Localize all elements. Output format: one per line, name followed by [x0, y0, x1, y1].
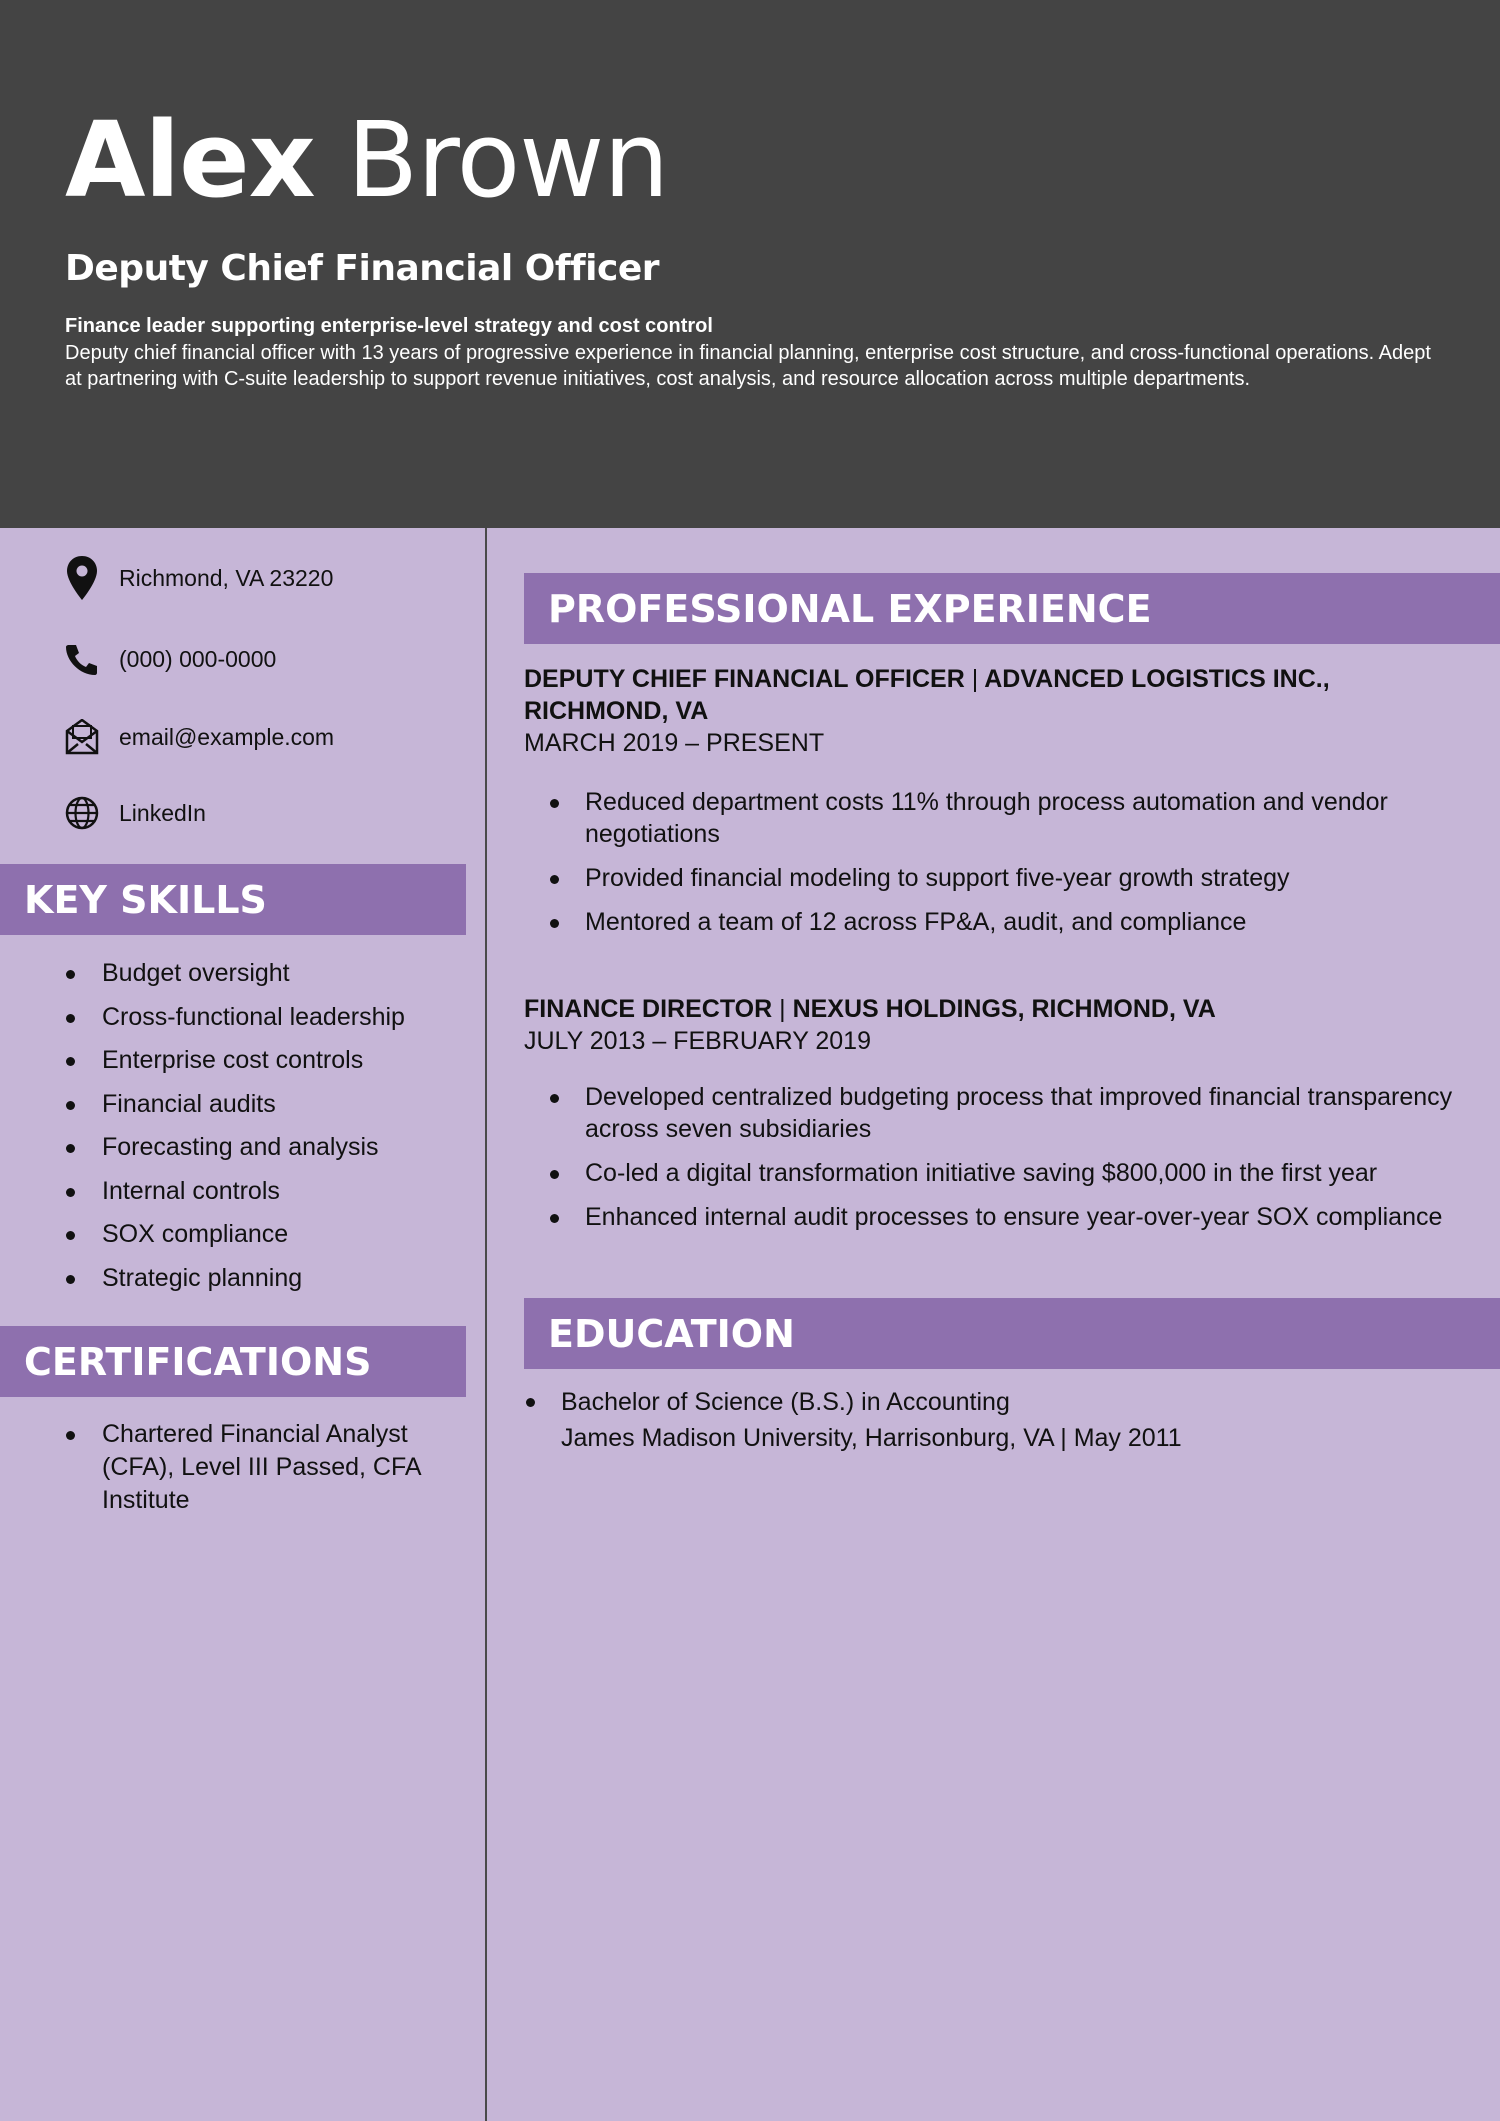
- summary: [65, 313, 1435, 393]
- job-bullet: Developed centralized budgeting process that improved financial transparency across seven subsidiaries: [524, 1081, 1464, 1145]
- skill-item: Cross-functional leadership: [66, 1001, 405, 1034]
- job-bullet: Enhanced internal audit processes to ensure year-over-year SOX compliance: [524, 1201, 1464, 1233]
- experience-heading: PROFESSIONAL EXPERIENCE: [524, 573, 1500, 644]
- skill-item: Strategic planning: [66, 1262, 405, 1295]
- summary-tagline: Finance leader supporting enterprise-level strategy and cost control: [65, 315, 713, 337]
- skill-item: Enterprise cost controls: [66, 1044, 405, 1077]
- job-bullets: [524, 786, 1464, 938]
- job-title: FINANCE DIRECTOR: [524, 995, 773, 1023]
- certifications-list: [66, 1418, 456, 1528]
- job-company: NEXUS HOLDINGS, RICHMOND, VA: [792, 995, 1216, 1023]
- title-separator: |: [971, 665, 979, 693]
- certifications-heading: CERTIFICATIONS: [0, 1326, 466, 1397]
- contact-linkedin: [65, 790, 206, 836]
- phone-text: (000) 000-0000: [119, 645, 277, 672]
- skills-list: [66, 957, 405, 1305]
- job-bullet: Provided financial modeling to support five-year growth strategy: [524, 862, 1464, 894]
- location-text: Richmond, VA 23220: [119, 564, 334, 591]
- school-text: James Madison University, Harrisonburg, VA | May 2011: [561, 1424, 1182, 1452]
- envelope-icon: [65, 714, 99, 760]
- education-entry: [524, 1384, 1464, 1456]
- job-entry-1: [524, 663, 1464, 950]
- first-name: Alex: [65, 99, 315, 221]
- job-bullet: Reduced department costs 11% through process automation and vendor negotiations: [524, 786, 1464, 850]
- last-name: Brown: [346, 99, 669, 221]
- contact-email: [65, 714, 334, 760]
- job-bullet: Mentored a team of 12 across FP&A, audit, and compliance: [524, 906, 1464, 938]
- skills-heading: KEY SKILLS: [0, 864, 466, 935]
- skill-item: Budget oversight: [66, 957, 405, 990]
- title-separator: |: [779, 995, 786, 1023]
- degree-text: Bachelor of Science (B.S.) in Accounting: [561, 1388, 1010, 1416]
- job-company: ADVANCED LOGISTICS INC., RICHMOND, VA: [524, 665, 1330, 725]
- skill-item: Financial audits: [66, 1088, 405, 1121]
- job-dates: MARCH 2019 – PRESENT: [524, 729, 825, 757]
- resume-header: [0, 0, 1500, 528]
- column-divider: [485, 528, 487, 2121]
- job-dates: JULY 2013 – FEBRUARY 2019: [524, 1027, 871, 1055]
- education-item: [524, 1384, 1464, 1456]
- skill-item: Forecasting and analysis: [66, 1131, 405, 1164]
- skill-item: SOX compliance: [66, 1218, 405, 1251]
- phone-icon: [65, 636, 99, 682]
- candidate-name: [65, 99, 669, 221]
- job-title: DEPUTY CHIEF FINANCIAL OFFICER: [524, 665, 965, 693]
- globe-icon: [65, 790, 99, 836]
- contact-phone: [65, 636, 276, 682]
- job-title-line: [524, 663, 1464, 727]
- education-heading: EDUCATION: [524, 1298, 1500, 1369]
- skill-item: Internal controls: [66, 1175, 405, 1208]
- job-title-line: [524, 993, 1464, 1025]
- location-pin-icon: [65, 555, 99, 601]
- job-bullet: Co-led a digital transformation initiative saving $800,000 in the first year: [524, 1157, 1464, 1189]
- job-bullets: [524, 1081, 1464, 1233]
- email-text: email@example.com: [119, 723, 335, 750]
- job-role-title: Deputy Chief Financial Officer: [65, 248, 660, 289]
- linkedin-text: LinkedIn: [119, 799, 206, 826]
- certification-item: Chartered Financial Analyst (CFA), Level III Passed, CFA Institute: [66, 1418, 456, 1517]
- summary-text: Deputy chief financial officer with 13 years of progressive experience in financial planning, enterprise cost structure, and cross-functional operations. Adept at partnering with C-suite leadership to support revenue initiatives, cost analysis, and resource allocation across multiple departments.: [65, 341, 1431, 390]
- job-entry-2: [524, 993, 1464, 1245]
- contact-location: [65, 555, 333, 601]
